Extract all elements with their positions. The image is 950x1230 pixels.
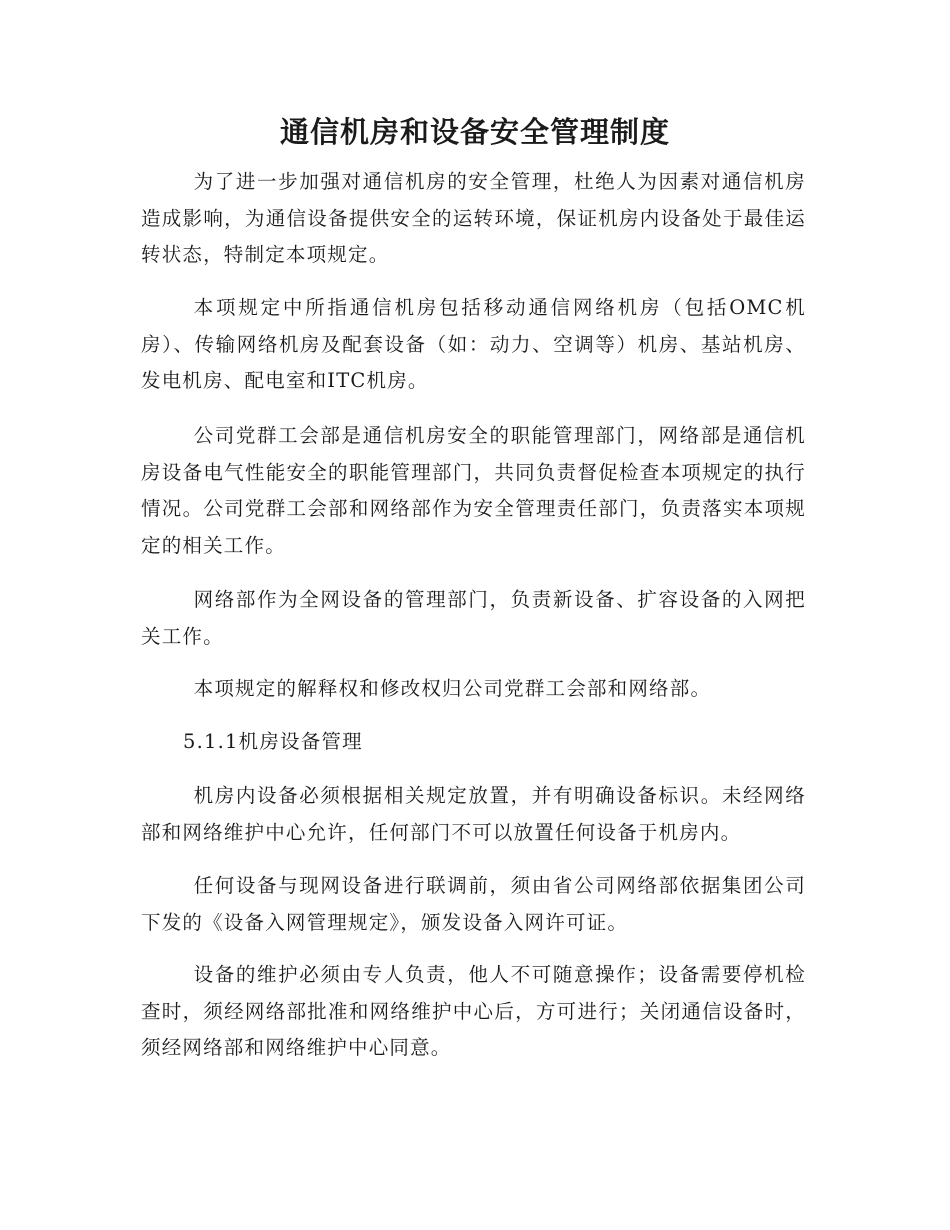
paragraph-responsibility: 公司党群工会部是通信机房安全的职能管理部门，网络部是通信机房设备电气性能安全的职能管理部门，共同负责督促检查本项规定的执行情况。公司党群工会部和网络部作为安全管理责任部门，负责落实本项规定的相关工作。 <box>141 424 806 557</box>
paragraph-equipment-placement: 机房内设备必须根据相关规定放置，并有明确设备标识。未经网络部和网络维护中心允许，任何部门不可以放置任何设备于机房内。 <box>141 784 806 844</box>
paragraph-network-dept: 网络部作为全网设备的管理部门，负责新设备、扩容设备的入网把关工作。 <box>141 588 806 648</box>
paragraph-equipment-testing: 任何设备与现网设备进行联调前，须由省公司网络部依据集团公司下发的《设备入网管理规定》，颁发设备入网许可证。 <box>141 874 806 934</box>
paragraph-purpose: 为了进一步加强对通信机房的安全管理，杜绝人为因素对通信机房造成影响，为通信设备提供安全的运转环境，保证机房内设备处于最佳运转状态，特制定本项规定。 <box>141 170 806 266</box>
paragraph-scope: 本项规定中所指通信机房包括移动通信网络机房（包括OMC机房）、传输网络机房及配套设备（如：动力、空调等）机房、基站机房、发电机房、配电室和ITC机房。 <box>141 296 806 392</box>
paragraph-equipment-maintenance: 设备的维护必须由专人负责，他人不可随意操作；设备需要停机检查时，须经网络部批准和网络维护中心后，方可进行；关闭通信设备时，须经网络部和网络维护中心同意。 <box>141 963 806 1059</box>
section-heading: 5.1.1机房设备管理 <box>183 730 363 753</box>
paragraph-interpretation: 本项规定的解释权和修改权归公司党群工会部和网络部。 <box>193 677 712 700</box>
document-title: 通信机房和设备安全管理制度 <box>279 115 670 149</box>
